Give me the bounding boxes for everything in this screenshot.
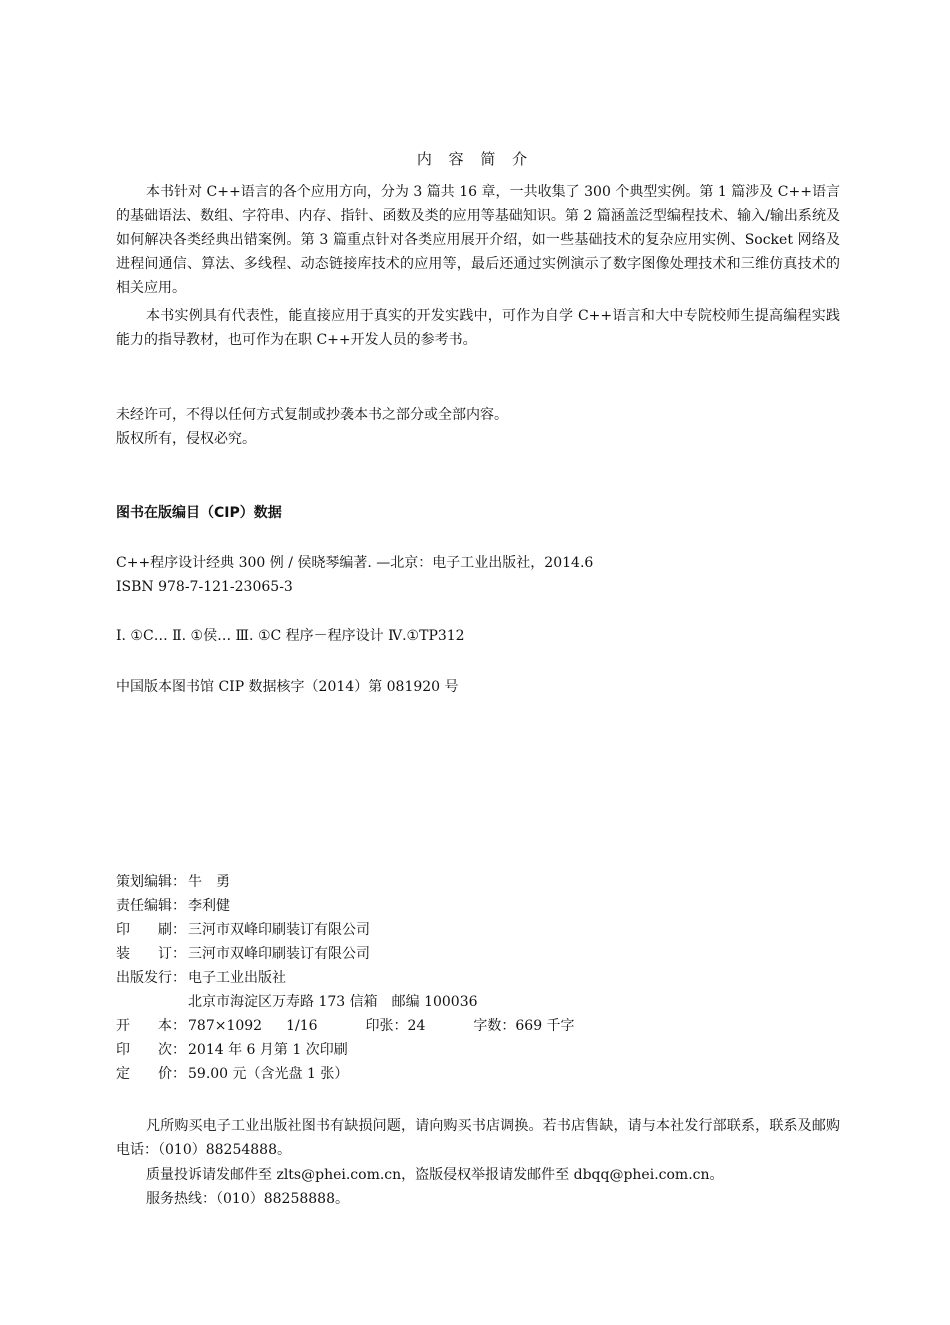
credit-value: 电子工业出版社 xyxy=(188,970,286,986)
credit-sheets: 印张：24 xyxy=(365,1018,426,1034)
intro-heading: 内 容 简 介 xyxy=(416,150,534,168)
credit-value: 2014 年 6 月第 1 次印刷 xyxy=(188,1042,348,1058)
credit-value: 三河市双峰印刷装订有限公司 xyxy=(188,946,370,962)
credit-label: 定 价： xyxy=(116,1066,186,1082)
credit-planning-editor xyxy=(116,871,230,893)
credit-value: 59.00 元（含光盘 1 张） xyxy=(188,1066,349,1082)
complaint-email-line: 质量投诉请发邮件至 zlts@phei.com.cn，盗版侵权举报请发邮件至 dbqq@phei.com.cn。 xyxy=(146,1167,724,1183)
credit-printing xyxy=(116,919,370,941)
cip-title: 图书在版编目（CIP）数据 xyxy=(116,505,282,521)
credit-value: 三河市双峰印刷装订有限公司 xyxy=(188,922,370,938)
service-hotline: 服务热线：（010）88258888。 xyxy=(146,1191,349,1207)
credit-label: 策划编辑： xyxy=(116,874,186,890)
credit-value: 牛 勇 xyxy=(188,874,230,890)
copyright-notice: 未经许可，不得以任何方式复制或抄袭本书之部分或全部内容。 xyxy=(116,407,508,423)
credit-responsible-editor xyxy=(116,895,230,917)
credit-label: 装 订： xyxy=(116,946,186,962)
cip-isbn: ISBN 978-7-121-23065-3 xyxy=(116,579,293,595)
credit-label: 印 刷： xyxy=(116,922,186,938)
purchase-notice: 凡所购买电子工业出版社图书有缺损问题，请向购买书店调换。若书店售缺，请与本社发行部联系，联系及邮购电话：（010）88254888。 xyxy=(116,1118,840,1158)
credit-label: 印 次： xyxy=(116,1042,186,1058)
intro-paragraph-2: 本书实例具有代表性，能直接应用于真实的开发实践中，可作为自学 C++语言和大中专院校师生提高编程实践能力的指导教材，也可作为在职 C++开发人员的参考书。 xyxy=(116,308,840,348)
cip-book-entry: C++程序设计经典 300 例 / 侯晓琴编著. —北京：电子工业出版社，2014.6 xyxy=(116,555,594,571)
credit-value: 北京市海淀区万寿路 173 信箱 邮编 100036 xyxy=(188,994,478,1010)
credit-value: 李利健 xyxy=(188,898,230,914)
credit-binding xyxy=(116,943,370,965)
credit-fold: 1/16 xyxy=(286,1018,318,1034)
credit-address xyxy=(116,991,478,1013)
credit-words: 字数：669 千字 xyxy=(473,1018,575,1034)
rights-reserved: 版权所有，侵权必究。 xyxy=(116,431,256,447)
credit-value: 787×1092 xyxy=(188,1018,263,1034)
credit-label: 出版发行： xyxy=(116,970,186,986)
credit-format xyxy=(116,1015,575,1037)
credit-label: 责任编辑： xyxy=(116,898,186,914)
intro-paragraph-1: 本书针对 C++语言的各个应用方向，分为 3 篇共 16 章，一共收集了 300 个典型实例。第 1 篇涉及 C++语言的基础语法、数组、字符串、内存、指针、函数及类的应用等基础知识。第 2 篇涵盖泛型编程技术、输入/输出系统及如何解决各类经典出错案例。第 3 篇重点针对各类应用展开介绍，如一些基础技术的复杂应用实例、Socket 网络及进程间通信、算法、多线程、动态链接库技术的应用等，最后还通过实例演示了数字图像处理技术和三维仿真技术的相关应用。 xyxy=(116,184,840,296)
credit-publisher xyxy=(116,967,286,989)
cip-record-number: 中国版本图书馆 CIP 数据核字（2014）第 081920 号 xyxy=(116,679,459,695)
credit-label: 开 本： xyxy=(116,1018,186,1034)
credit-price xyxy=(116,1063,348,1085)
credit-edition xyxy=(116,1039,348,1061)
cip-classification: Ⅰ. ①C… Ⅱ. ①侯… Ⅲ. ①C 程序－程序设计 Ⅳ.①TP312 xyxy=(116,628,465,644)
